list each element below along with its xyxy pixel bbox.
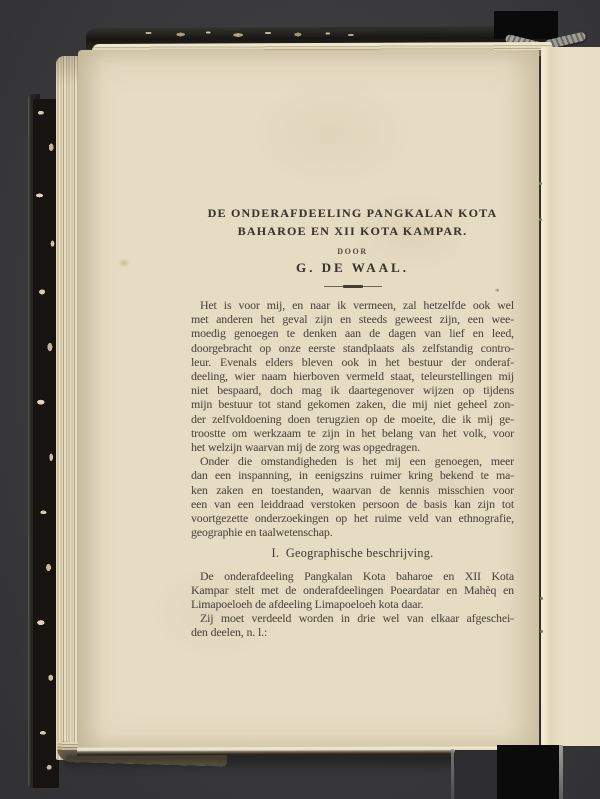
- text-line: der zelfvoldoening doen terugzien op de moeite, die ik mij ge-: [191, 411, 514, 426]
- printed-content: [191, 204, 514, 640]
- rule-thick-bar: [343, 285, 363, 288]
- body-text: [191, 298, 514, 640]
- page-block-edges-left: [56, 56, 79, 760]
- text-line: een van een leiddraad verstoken persoon de basis kan zijn tot: [191, 496, 514, 511]
- gutter-speck: [539, 182, 542, 185]
- text-line: ken zaken en toestanden, waarvan de kennis misschien voor: [191, 482, 514, 497]
- adjacent-page-edge: [541, 47, 600, 746]
- article-title-line-1: DE ONDERAFDEELING PANGKALAN KOTA: [207, 206, 498, 220]
- book-page: [78, 50, 539, 753]
- text-line: moedig genoegen te denken aan de dagen van lief en leed,: [191, 326, 514, 341]
- text-line: niet bespaard, doch mag ik daartegenover wijzen op tijdens: [191, 383, 514, 398]
- gutter-speck: [540, 630, 543, 633]
- text-line: leur. Evenals elders bleven ook in het bestuur der onderaf-: [191, 354, 514, 369]
- cover-wear-specks: [130, 29, 360, 39]
- article-title: [191, 204, 514, 240]
- text-line: dan een inspanning, in eenigszins ruimer kring bekend te ma-: [191, 468, 514, 483]
- paragraph: [191, 454, 514, 539]
- text-line: voortgezette onderzoekingen op het ruime veld van ethnografie,: [191, 511, 514, 526]
- paragraph: [191, 611, 514, 639]
- decorative-rule: [324, 284, 382, 288]
- cradle-highlight-left: [451, 749, 454, 799]
- byline-door: DOOR: [337, 247, 368, 256]
- text-line: deeling, wier naam hierboven vermeld staat, teleurstellingen mij: [191, 369, 514, 384]
- foxing-spot: [118, 258, 130, 268]
- cradle-slot-shade: [455, 750, 497, 799]
- text-line: Limapoeloeh de afdeeling Limapoeloeh kota daar.: [191, 597, 424, 612]
- text-line: Het is voor mij, en naar ik vermeen, zal hetzelfde ook wel: [200, 298, 514, 312]
- article-title-line-2: BAHAROE EN XII KOTA KAMPAR.: [237, 224, 468, 238]
- text-line: mijn bestuur tot stand gekomen zaken, die mij niet geheel zon-: [191, 397, 514, 412]
- text-line: den deelen, n. l.:: [191, 625, 268, 640]
- text-line: doorgebracht op onze eerste standplaats als zelfstandig contro-: [191, 340, 514, 355]
- gutter-speck: [539, 218, 542, 221]
- text-line: Onder die omstandigheden is het mij een genoegen, meer: [200, 454, 514, 469]
- author-name: G. DE WAAL.: [296, 260, 409, 275]
- section-heading: I. Geographische beschrijving.: [271, 546, 434, 561]
- text-line: geographie en taalwetenschap.: [191, 525, 333, 540]
- gutter-speck: [540, 597, 543, 600]
- text-line: Zij moet verdeeld worden in drie wel van elkaar afgeschei-: [200, 611, 514, 626]
- footnote-asterisk: *: [495, 287, 500, 297]
- cradle-highlight-right: [559, 745, 563, 799]
- text-line: Kampar stelt met de onderafdeelingen Poeardatar en Mahèq en: [191, 582, 514, 597]
- spine-notch: [494, 11, 558, 39]
- paragraph: [191, 569, 514, 612]
- text-line: het welzijn waarvan mij de zorg was opgedragen.: [191, 440, 420, 455]
- text-line: De onderafdeeling Pangkalan Kota baharoe en XII Kota: [200, 568, 514, 583]
- text-line: troostte om werkzaam te zijn in het belang van het volk, voor: [191, 425, 514, 440]
- text-line: met anderen het geval zijn en steeds geweest zijn, een wee-: [191, 312, 514, 327]
- paragraph: [191, 298, 514, 454]
- cradle-slot: [497, 745, 560, 799]
